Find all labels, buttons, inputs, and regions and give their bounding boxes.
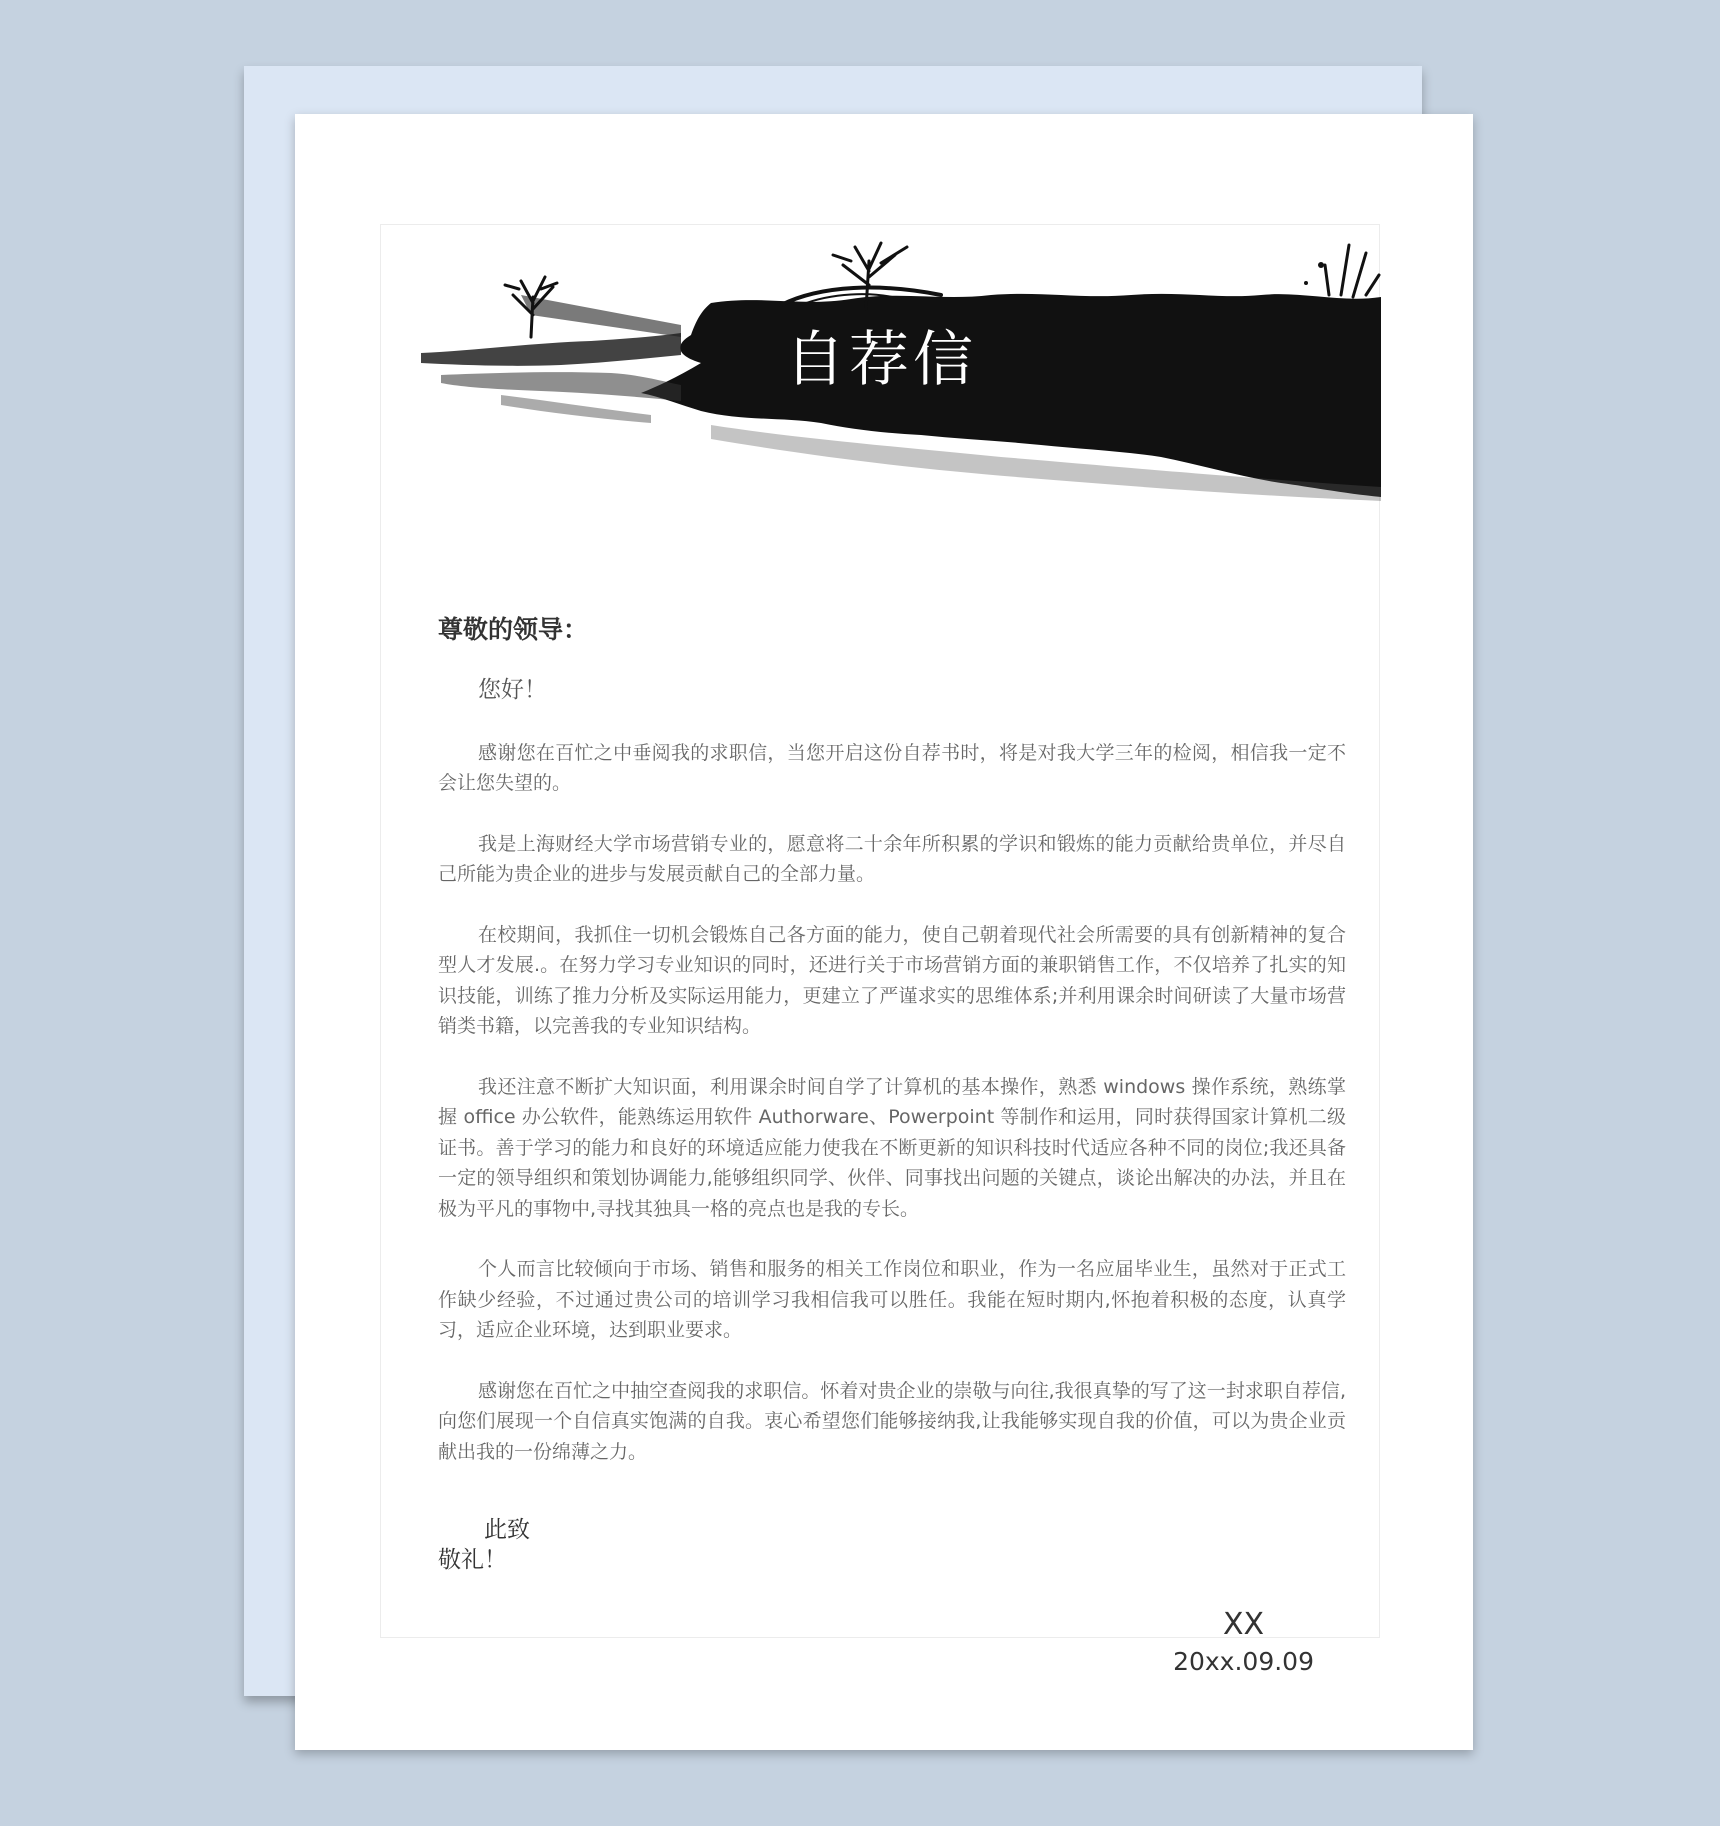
letter-frame (380, 224, 1380, 1676)
paragraph: 在校期间，我抓住一切机会锻炼自己各方面的能力，使自己朝着现代社会所需要的具有创新精神的复合型人才发展.。在努力学习专业知识的同时，还进行关于市场营销方面的兼职销售工作，不仅培养了扎实的知识技能，训练了推力分析及实际运用能力，更建立了严谨求实的思维体系;并利用课余时间研读了大量市场营销类书籍，以完善我的专业知识结构。 (438, 923, 1346, 1037)
paragraph: 感谢您在百忙之中抽空查阅我的求职信。怀着对贵企业的崇敬与向往,我很真挚的写了这一封求职自荐信,向您们展现一个自信真实饱满的自我。衷心希望您们能够接纳我,让我能够实现自我的价值，可以为贵企业贡献出我的一份绵薄之力。 (438, 1379, 1346, 1463)
signature-name: XX (1222, 1607, 1265, 1642)
letter-title: 自荐信 (785, 325, 977, 395)
salutation: 尊敬的领导： (438, 615, 589, 644)
closing (438, 1515, 530, 1575)
paragraph: 个人而言比较倾向于市场、销售和服务的相关工作岗位和职业，作为一名应届毕业生，虽然对于正式工作缺少经验，不过通过贵公司的培训学习我相信我可以胜任。我能在短时期内,怀抱着积极的态度，认真学习，适应企业环境，达到职业要求。 (438, 1258, 1346, 1341)
signature-block (1173, 1605, 1314, 1679)
greeting: 您好！ (478, 677, 547, 703)
paragraph: 感谢您在百忙之中垂阅我的求职信，当您开启这份自荐书时，将是对我大学三年的检阅，相信我一定不会让您失望的。 (438, 741, 1346, 794)
paragraph: 我还注意不断扩大知识面，利用课余时间自学了计算机的基本操作，熟悉 windows 操作系统，熟练掌握 office 办公软件，能熟练运用软件 Authorware、Powerpoint 等制作和运用，同时获得国家计算机二级证书。善于学习的能力和良好的环境适应能力使我在不断更新的知识科技时代适应各种不同的岗位;我还具备一定的领导组织和策划协调能力,能够组织同学、伙伴、同事找出问题的关键点，谈论出解决的办法，并且在极为平凡的事物中,寻找其独具一格的亮点也是我的专长。 (438, 1075, 1346, 1220)
letter-body (438, 675, 1346, 1497)
letter-page (295, 114, 1473, 1750)
closing-line-2: 敬礼！ (438, 1547, 507, 1573)
signature-date: 20xx.09.09 (1173, 1647, 1314, 1676)
ink-banner (381, 225, 1381, 525)
paragraph: 我是上海财经大学市场营销专业的，愿意将二十余年所积累的学识和锻炼的能力贡献给贵单位，并尽自己所能为贵企业的进步与发展贡献自己的全部力量。 (438, 832, 1346, 885)
closing-line-1: 此致 (484, 1517, 530, 1543)
